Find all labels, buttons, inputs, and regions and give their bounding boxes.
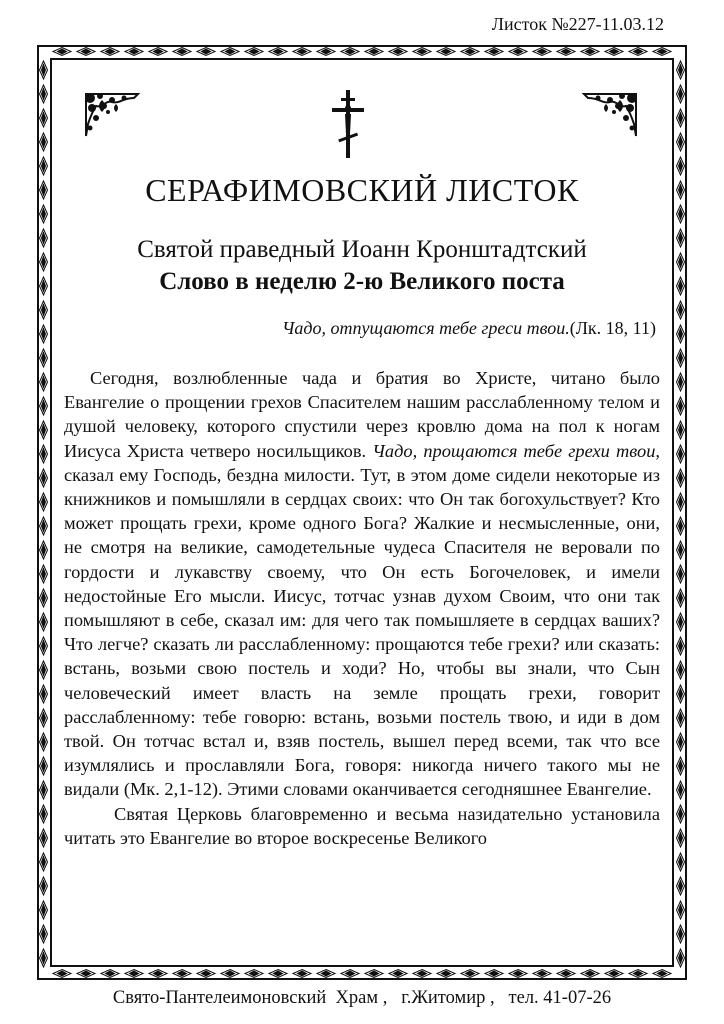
paragraph-1-part-1: Сегодня, возлюбленные чада и братия во Христе, читано было Евангелие о прощении грехов Спасителем нашим расслабленному телом и душой человеку, которого спустили через кровлю дома на пол к ногам Иисуса Христа четверо носильщиков.: [64, 368, 660, 461]
leaflet-number: Листок №227-11.03.12: [491, 14, 664, 34]
main-title: СЕРАФИМОВСКИЙ ЛИСТОК: [145, 172, 579, 208]
epigraph-quote: Чадо, отпущаются тебе греси твои.: [282, 318, 570, 338]
footer-church: Свято-Пантелеимоновский Храм ,: [112, 988, 388, 1008]
paragraph-1-part-2: сказал ему Господь, бездна милости. Тут, в этом доме сидели некоторые из книжников и помышляли в сердцах своих: что Он так богохульствует? Кто может прощать грехи, кроме одного Бога? Жалкие и несмысленные, они, не смотря на великие, самодетельные чудеса Спасителя не веровали по гордости и лукавству своему, что Он есть Богочеловек, и имели недостойные Его мысли. Иисус, тотчас узнав духом Своим, что они так помышляют в себе, сказал им: для чего так помышляете в сердцах ваших? Что легче? сказать ли расслабленному: прощаются тебе грехи? или сказать: встань, возьми свою постель и ходи? Но, чтобы вы знали, что Сын человеческий имеет власть на земле прощать грехи, говорит расслабленному: тебе говорю: встань, возьми постель твою, и иди в дом твой. Он тотчас встал и, взяв постель, вышел перед всеми, так что все изумлялись и прославляли Бога, говоря: никогда ничего такого мы не видали (Мк. 2,1-12). Этими словами оканчивается сегодняшнее Евангелие.: [64, 464, 660, 800]
paragraph-1: [64, 366, 660, 802]
sermon-title: Слово в неделю 2-ю Великого поста: [159, 268, 565, 295]
floral-ornament-right-icon: [580, 90, 640, 140]
author-line: Святой праведный Иоанн Кронштадтский: [137, 236, 587, 263]
footer-city: г.Житомир ,: [401, 988, 495, 1008]
epigraph: [282, 318, 656, 339]
floral-ornament-left-icon: [82, 90, 142, 140]
sermon-body: [64, 366, 660, 850]
paragraph-2: Святая Церковь благовременно и весьма назидательно установила читать это Евангелие во второе воскресенье Великого: [64, 803, 660, 848]
paragraph-1-quote: Чадо, прощаются тебе грехи твои,: [372, 440, 660, 461]
epigraph-reference: (Лк. 18, 11): [569, 318, 656, 338]
footer: [0, 988, 724, 1009]
footer-phone: тел. 41-07-26: [508, 988, 612, 1008]
orthodox-cross-icon: [330, 88, 366, 160]
